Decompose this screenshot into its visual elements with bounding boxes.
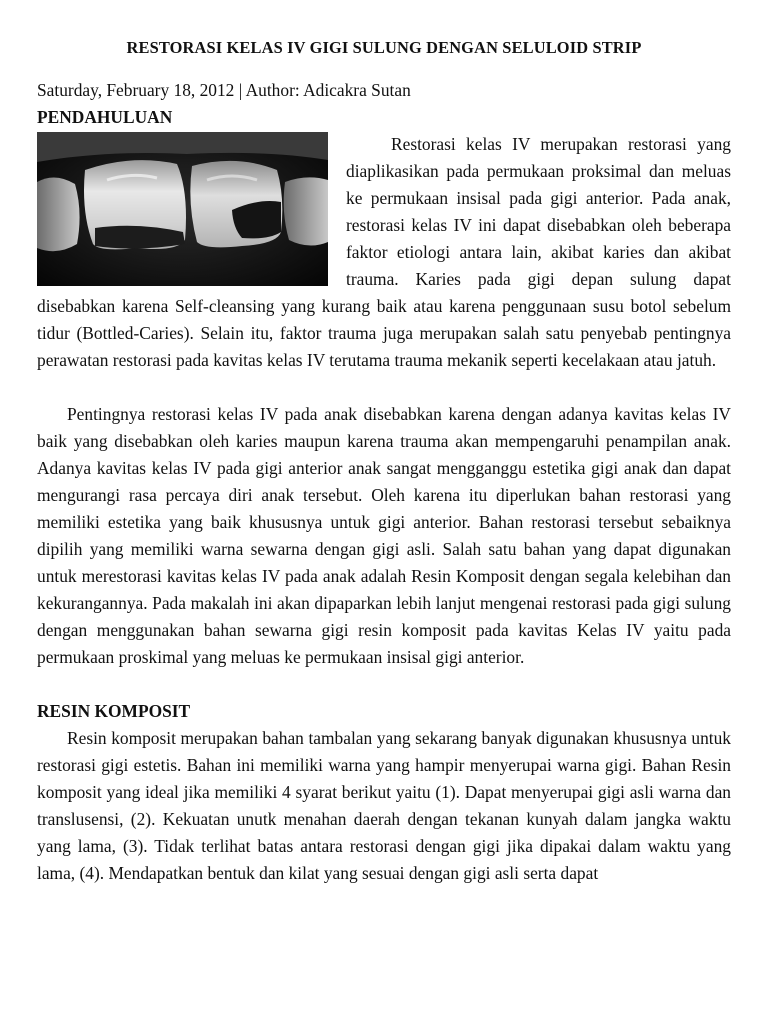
section-heading-intro: PENDAHULUAN (37, 107, 173, 127)
article-meta: Saturday, February 18, 2012 | Author: Adicakra Sutan (37, 80, 411, 100)
teeth-photo (37, 132, 328, 286)
resin-paragraph: Resin komposit merupakan bahan tambalan yang sekarang banyak digunakan khususnya untuk restorasi gigi estetis. Bahan ini memiliki warna yang hampir menyerupai warna gigi. Bahan Resin komposit yang ideal jika memiliki 4 syarat berikut yaitu (1). Dapat menyerupai gigi asli warna dan translusensi, (2). Kekuatan unutk menahan daerah dengan tekanan kunyah dalam jangka waktu yang lama, (3). Tidak terlihat batas antara restorasi dengan gigi jika dipakai dalam waktu yang lama, (4). Mendapatkan bentuk dan kilat yang sesuai dengan gigi asli serta dapat (37, 728, 731, 883)
section-heading-resin: RESIN KOMPOSIT (37, 701, 191, 721)
article-title: RESTORASI KELAS IV GIGI SULUNG DENGAN SELULOID STRIP (126, 38, 642, 57)
article (37, 34, 731, 887)
second-paragraph: Pentingnya restorasi kelas IV pada anak disebabkan karena dengan adanya kavitas kelas IV baik yang disebabkan oleh karies maupun karena trauma akan mempengaruhi penampilan anak. Adanya kavitas kelas IV pada gigi anterior anak sangat mengganggu estetika gigi anak dan dapat mengurangi rasa percaya diri anak tersebut. Oleh karena itu diperlukan bahan restorasi yang memiliki estetika yang baik khususnya untuk gigi anterior. Bahan restorasi tersebut sebaiknya dipilih yang memiliki warna sewarna dengan gigi asli. Salah satu bahan yang dapat digunakan untuk merestorasi kavitas kelas IV pada anak adalah Resin Komposit dengan segala kelebihan dan kekurangannya. Pada makalah ini akan dipaparkan lebih lanjut mengenai restorasi pada gigi sulung dengan menggunakan bahan sewarna gigi resin komposit pada kavitas Kelas IV yaitu pada permukaan proskimal yang meluas ke permukaan insisal gigi anterior. (37, 404, 731, 667)
intro-paragraph: Restorasi kelas IV merupakan restorasi yang diaplikasikan pada permukaan proksimal dan meluas ke permukaan insisal pada gigi anterior. Pada anak, restorasi kelas IV ini dapat disebabkan oleh beberapa faktor etiologi antara lain, akibat karies dan akibat trauma. Karies pada gigi depan sulung dapat disebabkan karena Self-cleansing yang kurang baik atau karena penggunaan susu botol sebelum tidur (Bottled-Caries). Selain itu, faktor trauma juga merupakan salah satu penyebab pentingnya perawatan restorasi pada kavitas kelas IV terutama trauma mekanik seperti kecelakaan atau jatuh. (37, 134, 731, 370)
